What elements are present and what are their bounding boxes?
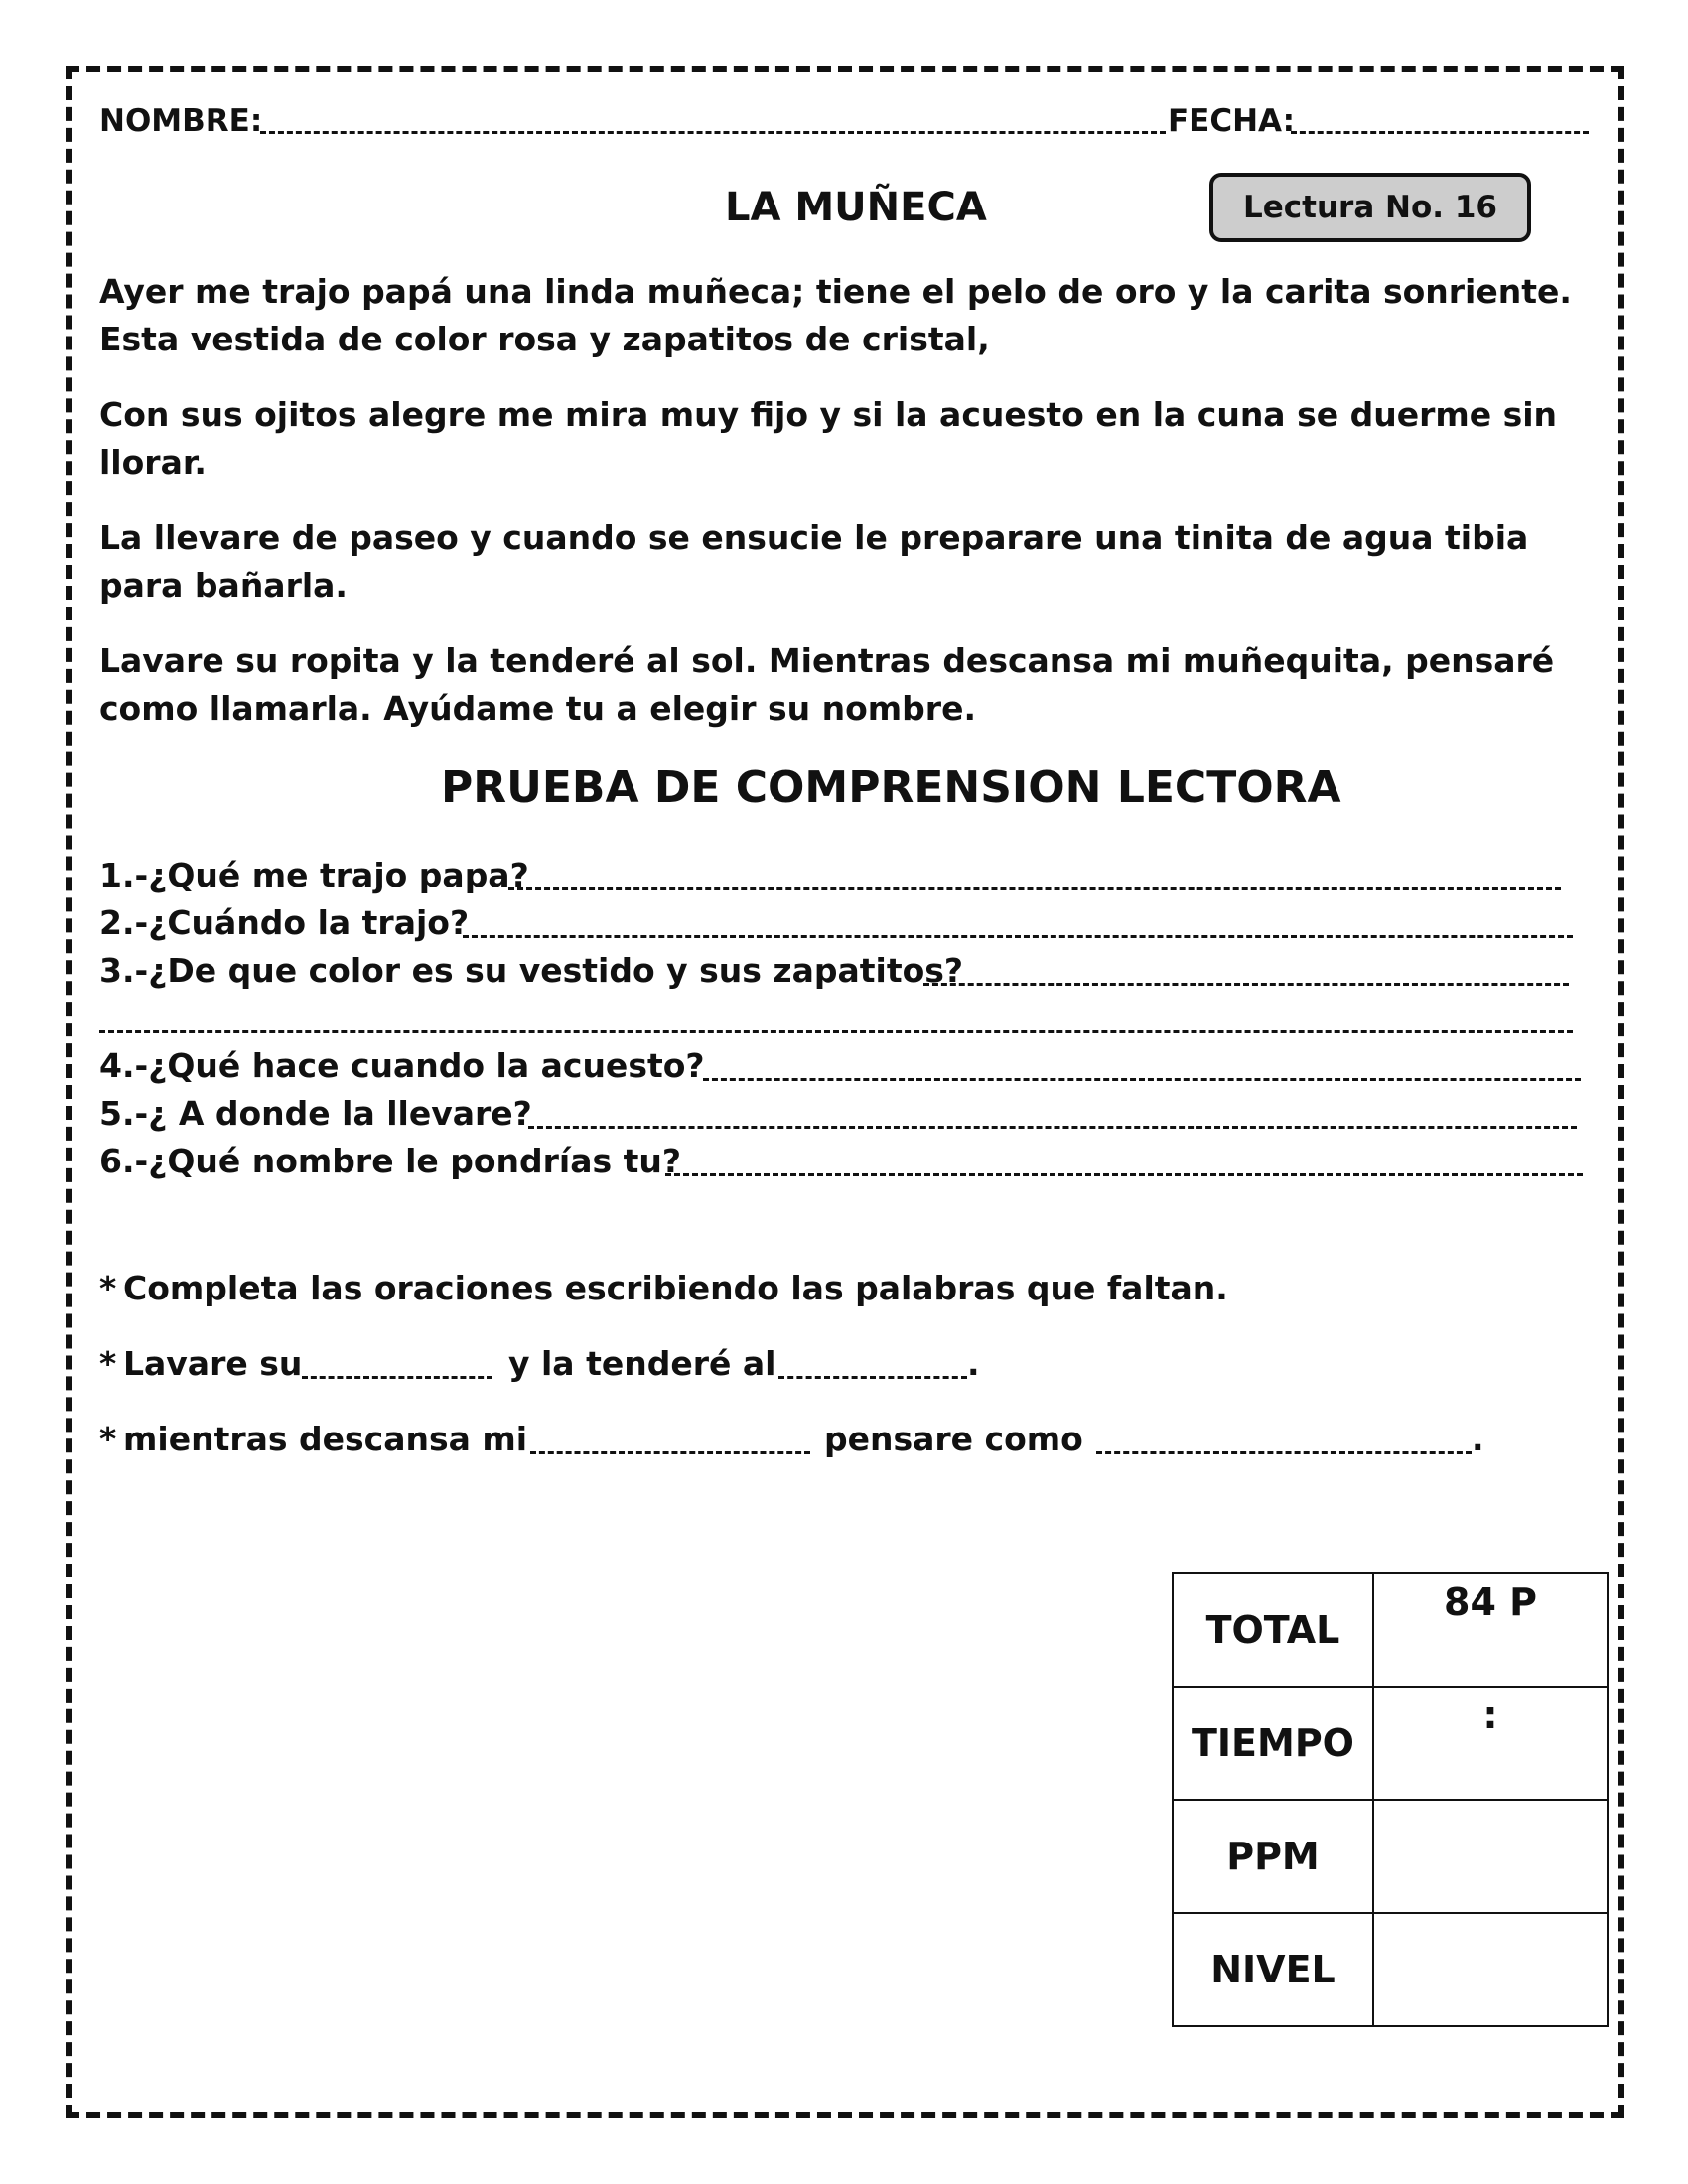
table-row xyxy=(1173,1913,1608,2026)
sentence-2-end: . xyxy=(1472,1420,1484,1458)
table-row xyxy=(1173,1687,1608,1800)
score-label-ppm: PPM xyxy=(1173,1800,1373,1913)
answer-line-4[interactable] xyxy=(703,1078,1581,1081)
date-label: FECHA: xyxy=(1168,103,1296,139)
sentence-2-part-a: mientras descansa mi xyxy=(123,1420,528,1458)
answer-line-1[interactable] xyxy=(508,887,1561,890)
answer-line-6[interactable] xyxy=(665,1173,1583,1176)
paragraph-line: Con sus ojitos alegre me mira muy fijo y si la acuesto en la cuna se duerme sin xyxy=(99,395,1558,434)
sentence-1-part-b: y la tenderé al xyxy=(508,1344,776,1383)
answer-line-3[interactable] xyxy=(923,983,1569,986)
answer-line-5[interactable] xyxy=(528,1126,1577,1129)
sentence-1-part-a: Lavare su xyxy=(123,1344,303,1383)
date-field[interactable] xyxy=(1291,131,1589,134)
paragraph-4 xyxy=(99,637,1589,733)
paragraph-2 xyxy=(99,391,1589,486)
blank-2a[interactable] xyxy=(530,1451,810,1454)
score-value-level[interactable] xyxy=(1373,1913,1608,2026)
sentence-1-end: . xyxy=(967,1344,980,1383)
score-value-ppm[interactable] xyxy=(1373,1800,1608,1913)
instruction-bullet: * xyxy=(99,1269,117,1307)
quiz-title: PRUEBA DE COMPRENSION LECTORA xyxy=(441,762,1341,813)
question-2: 2.-¿Cuándo la trajo? xyxy=(99,903,470,942)
paragraph-line: como llamarla. Ayúdame tu a elegir su nombre. xyxy=(99,689,976,728)
reading-number-badge: Lectura No. 16 xyxy=(1209,173,1531,242)
paragraph-line: La llevare de paseo y cuando se ensucie le preparare una tinita de agua tibia xyxy=(99,518,1529,557)
sentence-1-bullet: * xyxy=(99,1344,117,1383)
sentence-2-part-b: pensare como xyxy=(824,1420,1083,1458)
answer-line-2[interactable] xyxy=(463,935,1573,938)
paragraph-line: Esta vestida de color rosa y zapatitos de cristal, xyxy=(99,320,990,358)
score-value-time[interactable]: : xyxy=(1373,1687,1608,1800)
reading-title: LA MUÑECA xyxy=(725,185,987,230)
question-1: 1.-¿Qué me trajo papa? xyxy=(99,856,529,894)
table-row xyxy=(1173,1800,1608,1913)
question-4: 4.-¿Qué hace cuando la acuesto? xyxy=(99,1046,705,1085)
question-6: 6.-¿Qué nombre le pondrías tu? xyxy=(99,1142,682,1180)
name-label: NOMBRE: xyxy=(99,103,263,139)
paragraph-3 xyxy=(99,514,1589,610)
score-label-level: NIVEL xyxy=(1173,1913,1373,2026)
score-table xyxy=(1172,1572,1609,2027)
answer-line-3b[interactable] xyxy=(99,1030,1573,1033)
table-row xyxy=(1173,1573,1608,1687)
paragraph-1 xyxy=(99,268,1589,363)
paragraph-line: Ayer me trajo papá una linda muñeca; tiene el pelo de oro y la carita sonriente. xyxy=(99,272,1572,311)
paragraph-line: llorar. xyxy=(99,443,207,481)
blank-1a[interactable] xyxy=(302,1376,492,1379)
blank-2b[interactable] xyxy=(1096,1451,1472,1454)
question-5: 5.-¿ A donde la llevare? xyxy=(99,1094,532,1133)
name-field[interactable] xyxy=(260,131,1166,134)
sentence-2-bullet: * xyxy=(99,1420,117,1458)
paragraph-line: para bañarla. xyxy=(99,566,348,605)
score-label-total: TOTAL xyxy=(1173,1573,1373,1687)
score-label-time: TIEMPO xyxy=(1173,1687,1373,1800)
question-3: 3.-¿De que color es su vestido y sus zapatitos? xyxy=(99,951,964,990)
completion-instruction: Completa las oraciones escribiendo las palabras que faltan. xyxy=(123,1269,1228,1307)
blank-1b[interactable] xyxy=(778,1376,967,1379)
paragraph-line: Lavare su ropita y la tenderé al sol. Mientras descansa mi muñequita, pensaré xyxy=(99,641,1555,680)
score-value-total[interactable]: 84 P xyxy=(1373,1573,1608,1687)
